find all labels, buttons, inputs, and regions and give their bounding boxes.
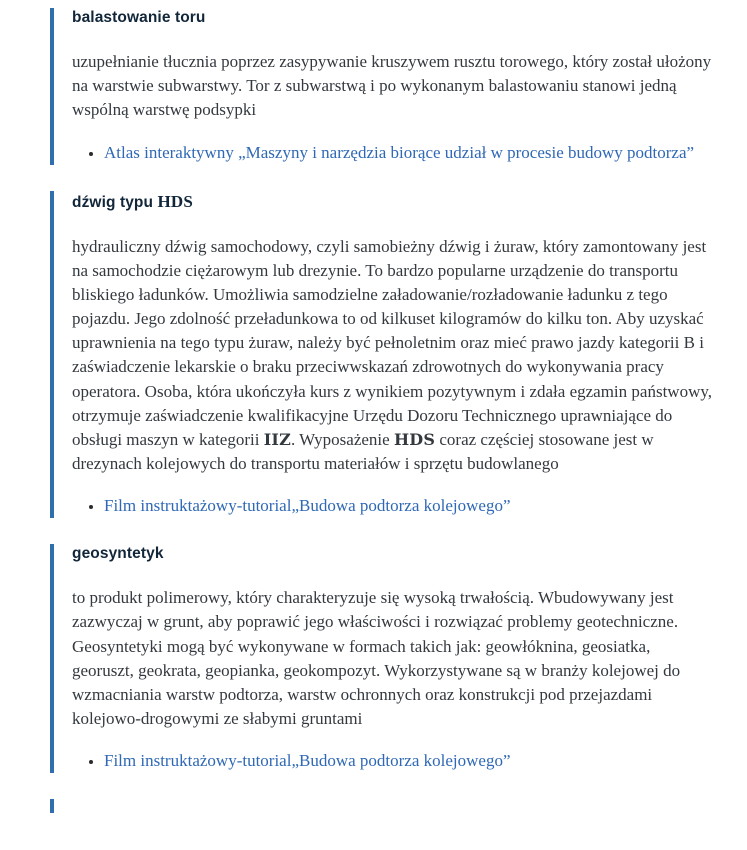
glossary-term-abbreviation: HDS bbox=[157, 191, 194, 211]
glossary-resource-list bbox=[72, 494, 747, 518]
glossary-term-text: balastowanie toru bbox=[72, 9, 206, 26]
definition-text: . Wyposażenie bbox=[290, 429, 394, 449]
glossary-resource-list bbox=[72, 141, 747, 165]
list-item bbox=[104, 749, 747, 773]
glossary-definition bbox=[72, 50, 714, 122]
resource-link[interactable]: Atlas interaktywny „Maszyny i narzędzia biorące udział w procesie budowy podtorza” bbox=[104, 142, 695, 162]
glossary-list bbox=[50, 0, 747, 813]
glossary-term-text: dźwig typu bbox=[72, 193, 158, 211]
list-item bbox=[104, 494, 747, 518]
resource-link[interactable]: Film instruktażowy-tutorial„Budowa podtorza kolejowego” bbox=[104, 496, 511, 516]
glossary-resource-list bbox=[72, 749, 747, 773]
glossary-term-title bbox=[72, 191, 747, 213]
definition-abbreviation: IIZ bbox=[263, 429, 291, 449]
definition-abbreviation: HDS bbox=[393, 429, 436, 449]
definition-text: to produkt polimerowy, który charakteryzuje się wysoką trwałością. Wbudowywany jest zazwyczaj w grunt, aby poprawić jego właściwości i rozwiązać problemy geotechniczne. Geosyntetyki mogą być wykonywane w formach takich jak: geowłóknina, geosiatka, georuszt, geokrata, geopianka, geokompozyt. Wykorzystywane są w branży kolejowej do wzmacniania warstw podtorza, warstw ochronnych oraz konstrukcji pod przejazdami kolejowo-drogowymi ze słabymi gruntami bbox=[72, 588, 681, 728]
glossary-entry bbox=[50, 544, 747, 773]
definition-text: hydrauliczny dźwig samochodowy, czyli samobieżny dźwig i żuraw, który zamontowany jest na samochodzie ciężarowym lub drezynie. To bardzo popularne urządzenie do transportu bliskiego ładunków. Umożliwia samodzielne załadowanie/rozładowanie ładunku z tego pojazdu. Jego zdolność przeładunkowa to od kilkuset kilogramów do kilku ton. Aby uzyskać uprawnienia na tego typu żuraw, należy być pełnoletnim oraz mieć prawo jazdy kategorii B i zaświadczenie lekarskie o braku przeciwwskazań zdrowotnych do wykonywania pracy operatora. Osoba, która ukończyła kurs z wynikiem pozytywnym i zdała egzamin państwowy, otrzymuje zaświadczenie kwalifikacyjne Urzędu Dozoru Technicznego uprawniające do obsługi maszyn w kategorii bbox=[72, 236, 712, 449]
glossary-term-title bbox=[72, 8, 747, 28]
glossary-entry-partial bbox=[50, 799, 747, 813]
definition-text: coraz częściej stosowane jest w drezynach kolejowych do transportu materiałów i sprzętu budowlanego bbox=[72, 429, 654, 473]
glossary-term-text: geosyntetyk bbox=[72, 545, 164, 563]
glossary-entry bbox=[50, 8, 747, 165]
glossary-term-title bbox=[72, 544, 747, 564]
glossary-definition bbox=[72, 235, 714, 476]
resource-link[interactable]: Film instruktażowy-tutorial„Budowa podtorza kolejowego” bbox=[104, 751, 511, 771]
glossary-entry bbox=[50, 191, 747, 519]
list-item bbox=[104, 141, 747, 165]
definition-text: uzupełnianie tłucznia poprzez zasypywanie kruszywem rusztu torowego, który został ułożony na warstwie subwarstwy. Tor z subwarstwą i po wykonanym balastowaniu stanowi jedną wspólną warstwę podsypki bbox=[72, 52, 712, 120]
glossary-definition bbox=[72, 586, 714, 731]
